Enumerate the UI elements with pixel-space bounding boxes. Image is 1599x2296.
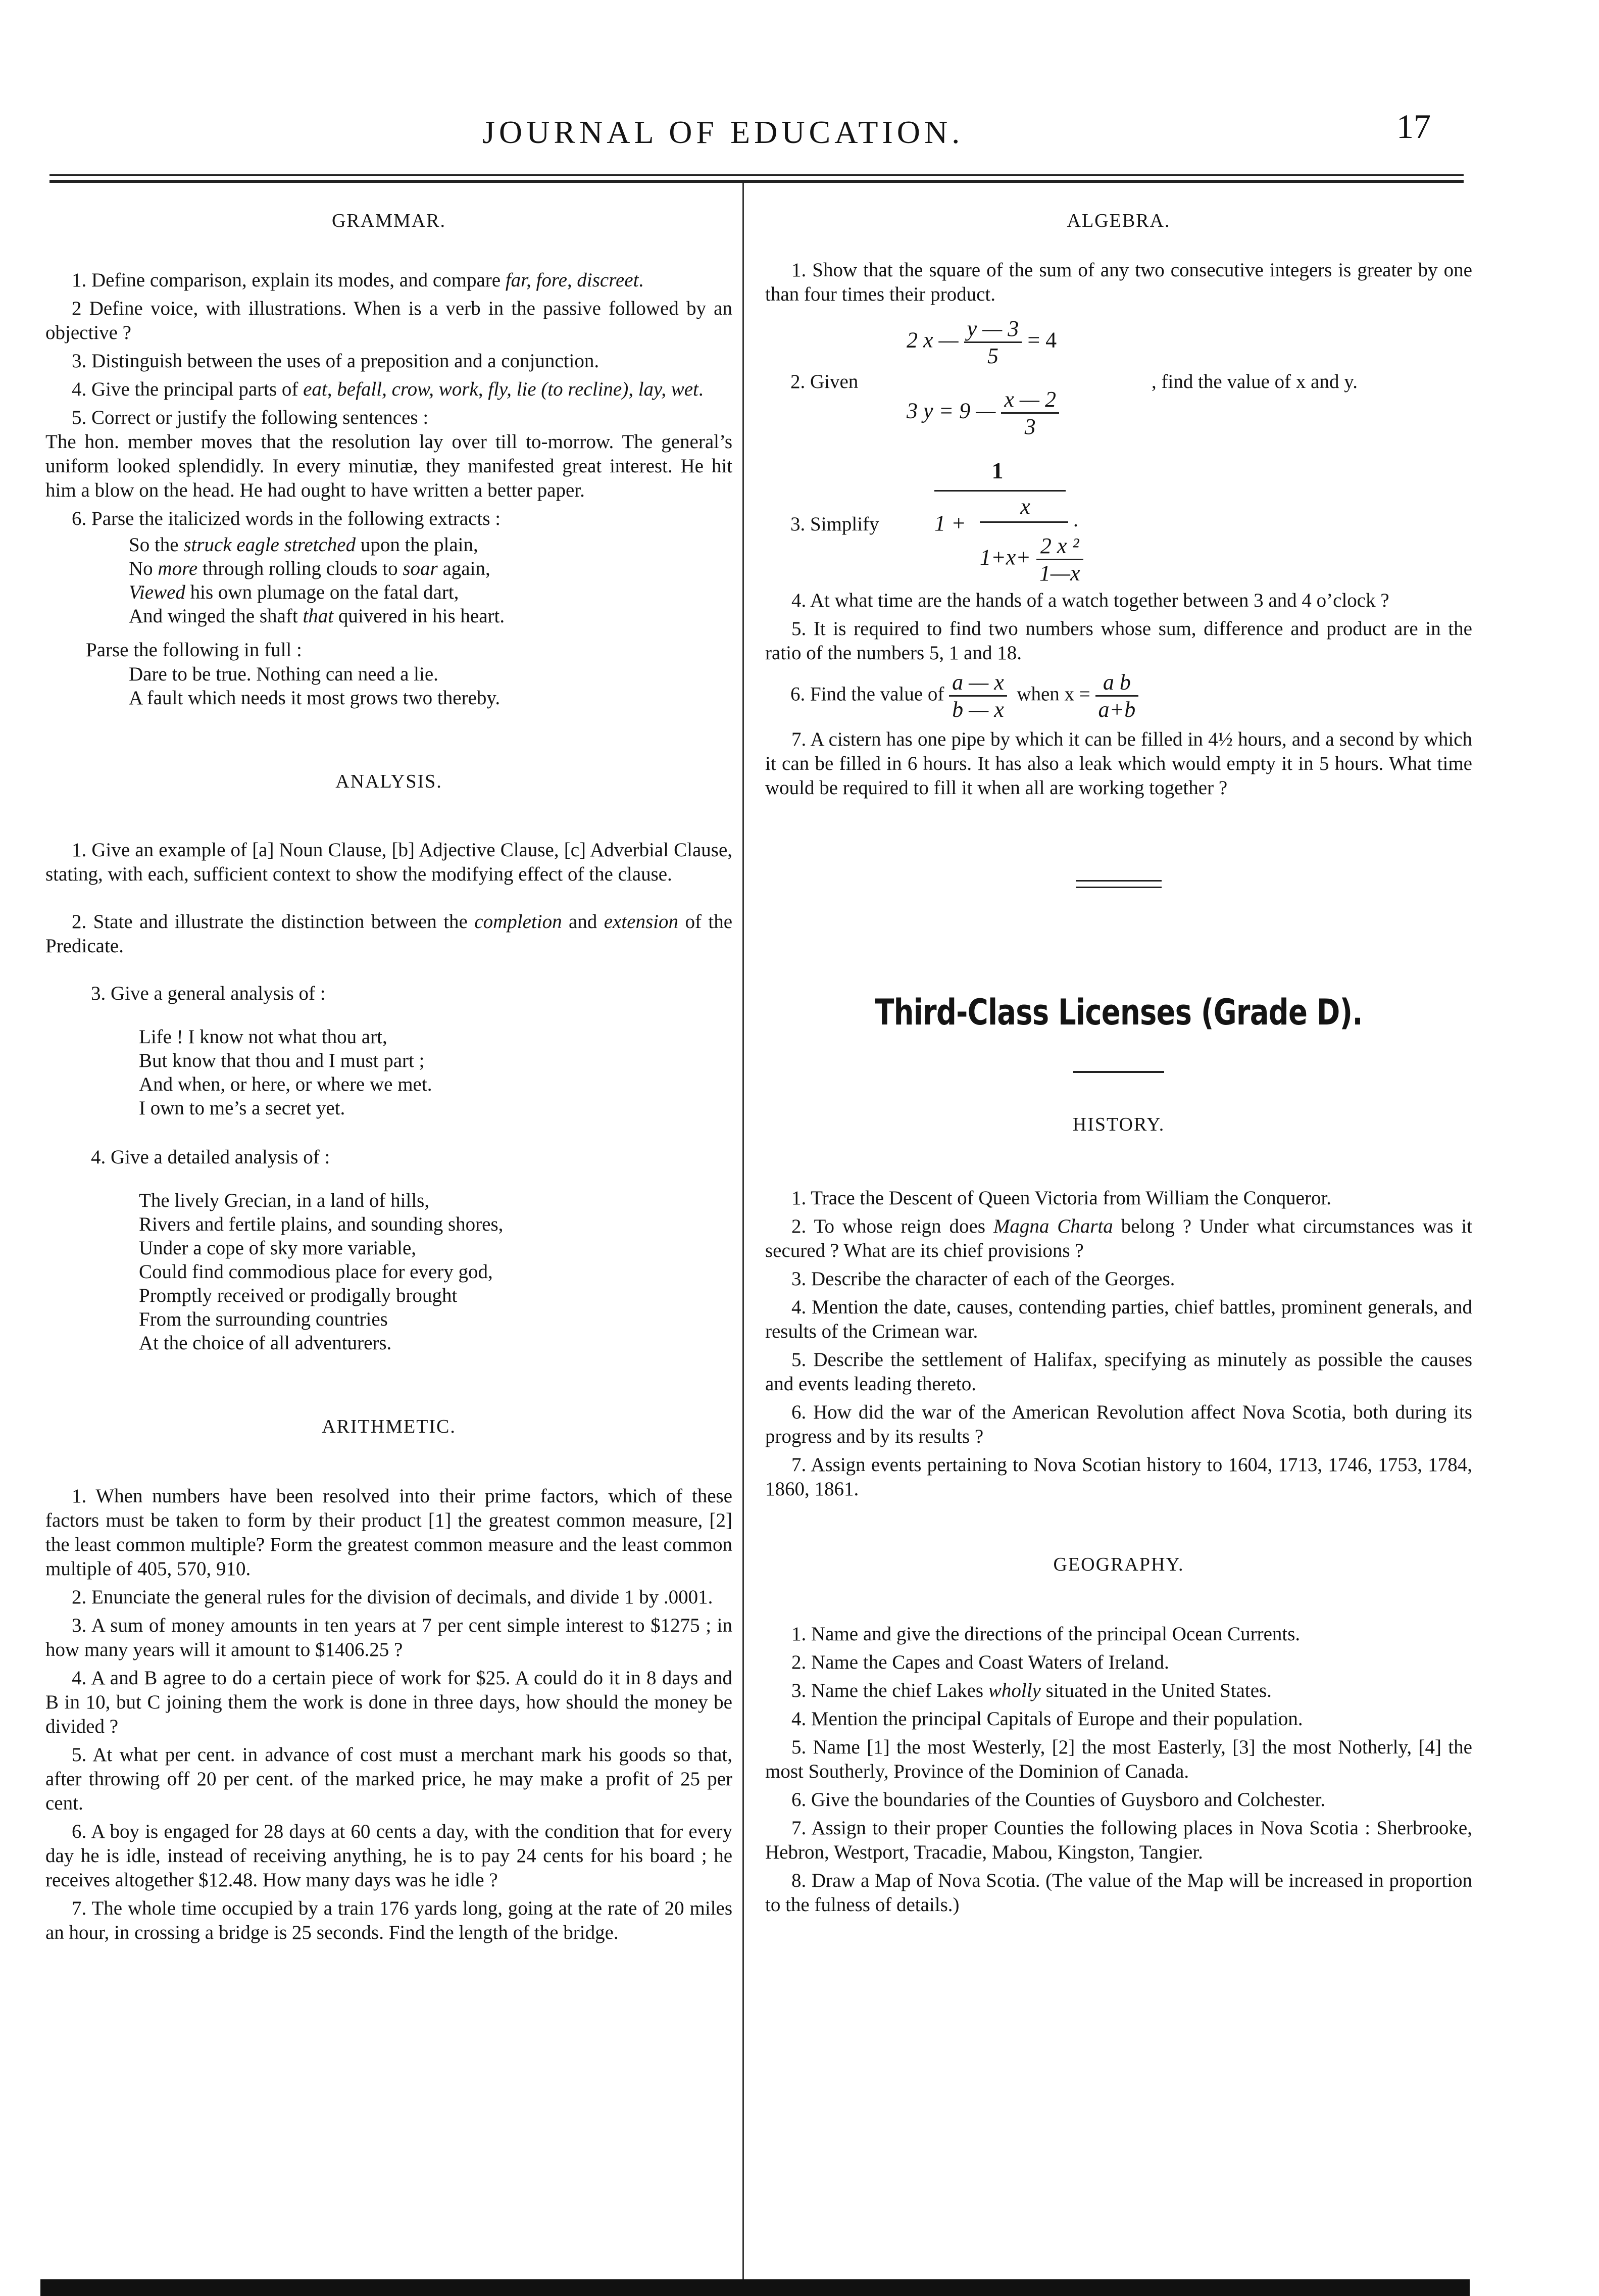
- parse-line: Dare to be true. Nothing can need a lie.: [129, 663, 438, 685]
- geography-heading: GEOGRAPHY.: [1053, 1554, 1184, 1575]
- arithmetic-question-3: 3. A sum of money amounts in ten years at 7 per cent simple interest to $1275 ; in how many years will it amount to $1406.25 ?: [45, 1615, 732, 1660]
- history-question-3: 3. Describe the character of each of the Georges.: [791, 1268, 1175, 1290]
- history-question-2: 2. To whose reign does Magna Charta belong ? Under what circumstances was it secured ? What are its chief provisions ?: [765, 1215, 1472, 1261]
- arithmetic-question-7: 7. The whole time occupied by a train 176 yards long, going at the rate of 20 miles an hour, in crossing a bridge is 25 seconds. Find the length of the bridge.: [45, 1897, 732, 1943]
- geography-question-5: 5. Name [1] the most Westerly, [2] the most Easterly, [3] the most Notherly, [4] the most Southerly, Province of the Dominion of Canada.: [765, 1736, 1472, 1782]
- given-tail: , find the value of x and y.: [1152, 371, 1358, 393]
- continued-fraction-numerator: 1: [991, 458, 1004, 483]
- algebra-question-3: [765, 457, 1472, 589]
- simplify-label: 3. Simplify: [790, 513, 879, 535]
- grammar-question-3: 3. Distinguish between the uses of a preposition and a conjunction.: [72, 350, 599, 372]
- verse-line: Could find commodious place for every god,: [139, 1261, 493, 1283]
- history-question-4: 4. Mention the date, causes, contending parties, chief battles, prominent generals, and results of the Crimean war.: [765, 1296, 1472, 1342]
- analysis-question-3: 3. Give a general analysis of :: [91, 983, 326, 1004]
- equation-1: 2 x — $\frac{y — 3}{5}$ = 4: [907, 316, 1057, 368]
- geography-question-2: 2. Name the Capes and Coast Waters of Ireland.: [791, 1651, 1169, 1673]
- verse-line: And when, or here, or where we met.: [139, 1073, 432, 1095]
- geography-question-8: 8. Draw a Map of Nova Scotia. (The value of the Map will be increased in proportion to the fulness of details.): [765, 1870, 1472, 1916]
- journal-title: JOURNAL OF EDUCATION.: [482, 114, 964, 150]
- analysis-question-4: 4. Give a detailed analysis of :: [91, 1146, 330, 1168]
- algebra-question-1: 1. Show that the square of the sum of any two consecutive integers is greater by one than four times their product.: [765, 259, 1472, 305]
- section-divider: [1076, 880, 1162, 882]
- grammar-question-2: 2 Define voice, with illustrations. When is a verb in the passive followed by an objective ?: [45, 298, 732, 344]
- inner-denominator: 1+x+ $\frac{\text{2 x ²}}{1—x}$: [980, 533, 1083, 586]
- geography-question-7: 7. Assign to their proper Counties the following places in Nova Scotia : Sherbrooke, Hebron, Westport, Tracadie, Mabou, Kingston, Tangier.: [765, 1817, 1472, 1863]
- column-divider: [742, 183, 744, 2282]
- arithmetic-question-2: 2. Enunciate the general rules for the division of decimals, and divide 1 by .0001.: [72, 1586, 713, 1608]
- grammar-question-4: 4. Give the principal parts of eat, befall, crow, work, fly, lie (to recline), lay, wet.: [72, 378, 704, 400]
- fraction-bar: [980, 521, 1068, 523]
- verse-line: From the surrounding countries: [139, 1308, 388, 1330]
- fraction-bar: [934, 490, 1066, 492]
- parse-line: A fault which needs it most grows two thereby.: [129, 687, 501, 709]
- page-number: 17: [1396, 107, 1431, 145]
- one-plus: 1 +: [934, 511, 966, 535]
- period: .: [1073, 508, 1078, 531]
- algebra-question-6: 6. Find the value of $\frac{a — x}{b — x}$ when x = $\frac{\text{a b}}{a+b}$: [765, 669, 1472, 722]
- parse-intro: Parse the following in full :: [86, 639, 302, 661]
- history-question-7: 7. Assign events pertaining to Nova Scotian history to 1604, 1713, 1746, 1753, 1784, 1860, 1861.: [765, 1454, 1472, 1500]
- grammar-question-5: 5. Correct or justify the following sentences :: [72, 407, 429, 428]
- algebra-question-2: [765, 311, 1472, 457]
- left-column: [45, 202, 732, 1949]
- algebra-question-4: 4. At what time are the hands of a watch together between 3 and 4 o’clock ?: [791, 590, 1389, 611]
- fraction: $\frac{y — 3}{5}$: [964, 316, 1022, 369]
- algebra-question-5: 5. It is required to find two numbers whose sum, difference and product are in the ratio of the numbers 5, 1 and 18.: [765, 618, 1472, 664]
- verse-line: Rivers and fertile plains, and sounding shores,: [139, 1213, 504, 1235]
- geography-question-1: 1. Name and give the directions of the principal Ocean Currents.: [791, 1623, 1301, 1645]
- arithmetic-question-4: 4. A and B agree to do a certain piece of work for $25. A could do it in 8 days and B in 10, but C joining them the work is done in three days, how should the money be divided ?: [45, 1667, 732, 1737]
- verse-line: Under a cope of sky more variable,: [139, 1237, 417, 1259]
- verse-line: Promptly received or prodigally brought: [139, 1285, 458, 1306]
- history-heading: HISTORY.: [1072, 1114, 1165, 1135]
- running-head: [0, 104, 1599, 159]
- x-term: x: [1020, 494, 1030, 519]
- verse-line: No more through rolling clouds to soar again,: [129, 558, 490, 579]
- analysis-question-2: 2. State and illustrate the distinction between the completion and extension of the Predicate.: [45, 911, 733, 957]
- verse-line: I own to me’s a secret yet.: [139, 1097, 345, 1119]
- analysis-question-1: 1. Give an example of [a] Noun Clause, [b] Adjective Clause, [c] Adverbial Clause, stating, with each, sufficient context to show the modifying effect of the clause.: [45, 839, 732, 885]
- analysis-heading: ANALYSIS.: [335, 771, 442, 792]
- verse-line: And winged the shaft that quivered in his heart.: [129, 605, 505, 627]
- arithmetic-heading: ARITHMETIC.: [322, 1416, 456, 1437]
- verse-line: Life ! I know not what thou art,: [139, 1026, 387, 1048]
- fraction: $\frac{a — x}{b — x}$: [949, 669, 1007, 722]
- verse-line: The lively Grecian, in a land of hills,: [139, 1190, 430, 1211]
- grammar-verse-extract: [45, 533, 732, 628]
- history-question-1: 1. Trace the Descent of Queen Victoria from William the Conqueror.: [791, 1187, 1332, 1209]
- algebra-heading: ALGEBRA.: [1067, 210, 1171, 231]
- header-rule-thick: [49, 180, 1464, 183]
- geography-question-3: 3. Name the chief Lakes wholly situated in the United States.: [791, 1680, 1272, 1701]
- arithmetic-question-6: 6. A boy is engaged for 28 days at 60 cents a day, with the condition that for every day he is idle, instead of receiving anything, he is to pay 24 cents for his board ; he receives altogether $12.48. How many days was he idle ?: [45, 1821, 732, 1891]
- geography-question-6: 6. Give the boundaries of the Counties of Guysboro and Colchester.: [791, 1789, 1326, 1811]
- verse-line: So the struck eagle stretched upon the plain,: [129, 534, 478, 556]
- verse-line: At the choice of all adventurers.: [139, 1332, 392, 1354]
- grammar-question-6: 6. Parse the italicized words in the following extracts :: [72, 508, 501, 529]
- algebra-question-7: 7. A cistern has one pipe by which it can be filled in 4½ hours, and a second by which it can be filled in 6 hours. It has also a leak which would empty it in 5 hours. What time would be required to fill it when all are working together ?: [765, 728, 1472, 799]
- analysis-verse-2: [45, 1189, 732, 1355]
- analysis-verse-1: [45, 1025, 732, 1120]
- verse-line: But know that thou and I must part ;: [139, 1050, 425, 1071]
- fraction: $\frac{x — 2}{3}$: [1001, 386, 1059, 439]
- third-class-licenses-title: Third-Class Licenses (Grade D).: [875, 992, 1363, 1033]
- grammar-question-5-sentences: The hon. member moves that the resolution lay over till to-morrow. The general’s uniform looked splendidly. In every minutiæ, they manifested great interest. He hit him a blow on the head. He had ought to have written a better paper.: [45, 431, 732, 501]
- bottom-rule: [40, 2279, 1470, 2296]
- parse-lines: [45, 662, 732, 710]
- fraction: $\frac{\text{2 x ²}}{1—x}$: [1036, 533, 1083, 586]
- history-question-6: 6. How did the war of the American Revolution affect Nova Scotia, both during its progress and by its results ?: [765, 1401, 1472, 1447]
- arithmetic-question-1: 1. When numbers have been resolved into their prime factors, which of these factors must be taken to form by their product [1] the greatest common measure, [2] the least common multiple? Form the greatest common measure and the least common multiple of 405, 570, 910.: [45, 1485, 732, 1580]
- geography-question-4: 4. Mention the principal Capitals of Europe and their population.: [791, 1708, 1303, 1730]
- given-label: 2. Given: [790, 371, 859, 393]
- fraction: $\frac{\text{a b}}{a+b}$: [1095, 669, 1139, 722]
- header-rule-thin: [49, 174, 1464, 176]
- grammar-heading: GRAMMAR.: [331, 210, 446, 231]
- history-question-5: 5. Describe the settlement of Halifax, specifying as minutely as possible the causes and events leading thereto.: [765, 1349, 1472, 1395]
- arithmetic-question-5: 5. At what per cent. in advance of cost must a merchant mark his goods so that, after throwing off 20 per cent. of the marked price, he may make a profit of 25 per cent.: [45, 1744, 732, 1814]
- equation-2: 3 y = 9 — $\frac{x — 2}{3}$: [907, 386, 1059, 439]
- grammar-question-1: 1. Define comparison, explain its modes, and compare far, fore, discreet.: [72, 269, 644, 291]
- right-column: [765, 202, 1472, 1921]
- verse-line: Viewed his own plumage on the fatal dart,: [129, 581, 459, 603]
